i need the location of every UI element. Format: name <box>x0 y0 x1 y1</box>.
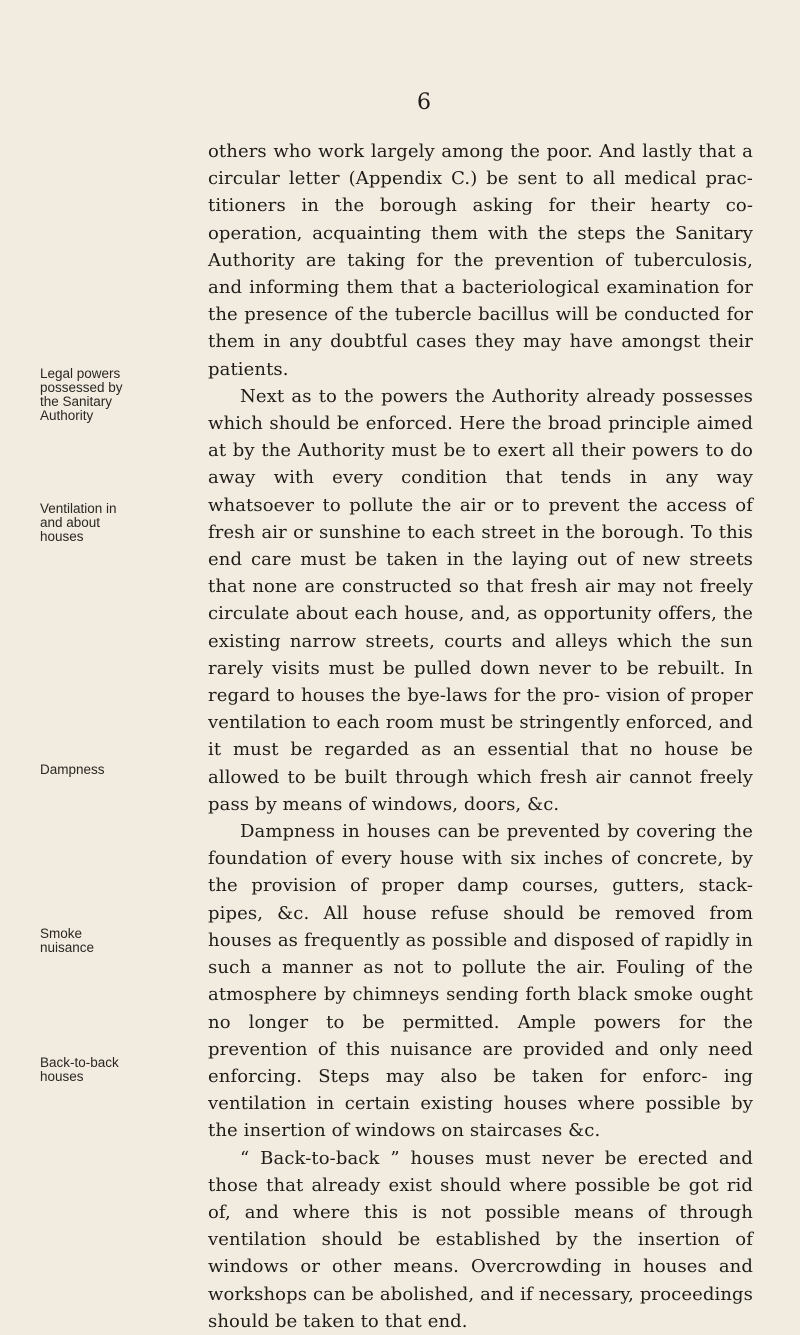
paragraph-2: Next as to the powers the Authority already possesses which should be enforced. Here the broad principle aimed at by the Authority must be to exert all their powers to do away with every condition that tends in any way whatsoever to pollute the air or to prevent the access of fresh air or sunshine to each street in the borough. To this end care must be taken in the laying out of new streets that none are constructed so that fresh air may not freely circulate about each house, and, as opportunity offers, the existing narrow streets, courts and alleys which the sun rarely visits must be pulled down never to be rebuilt. In regard to houses the bye-laws for the pro- vision of proper ventilation to each room must be stringently enforced, and it must be regarded as an essential that no house be allowed to be built through which fresh air cannot freely pass by means of windows, doors, &c. <box>208 385 753 815</box>
margin-note-dampness: Dampness <box>40 762 105 777</box>
body-text <box>208 138 753 1335</box>
margin-note-smoke-nuisance: Smoke nuisance <box>40 926 95 955</box>
paragraph-3: Dampness in houses can be prevented by covering the foundation of every house with six inches of concrete, by the provision of proper damp courses, gutters, stack-pipes, &c. All house refuse should be removed from houses as frequently as possible and disposed of rapidly in such a manner as not to pollute the air. Fouling of the atmosphere by chimneys sending forth black smoke ought no longer to be permitted. Ample powers for the prevention of this nuisance are provided and only need enforcing. Steps may also be taken for enforc- ing ventilation in certain existing houses where possible by the insertion of windows on staircases &c. <box>208 821 753 1142</box>
paragraph-4: “ Back-to-back ” houses must never be erected and those that already exist should where possible be got rid of, and where this is not possible means of through ventilation should be established by the insertion of windows or other means. Overcrowding in houses and workshops can be abolished, and if necessary, proceedings should be taken to that end. <box>208 1147 753 1332</box>
margin-note-back-to-back: Back-to-back houses <box>40 1055 119 1084</box>
margin-note-legal-powers: Legal powers possessed by the Sanitary Authority <box>40 366 123 423</box>
margin-note-ventilation: Ventilation in and about houses <box>40 501 117 544</box>
page-number: 6 <box>417 90 431 115</box>
paragraph-1: others who work largely among the poor. And lastly that a circular letter (Appendix C.) be sent to all medical prac- titioners in the borough asking for their hearty co-operation, acquainting them with the steps the Sanitary Authority are taking for the prevention of tuberculosis, and informing them that a bacteriological examination for the presence of the tubercle bacillus will be conducted for them in any doubtful cases they may have amongst their patients. <box>208 141 753 380</box>
